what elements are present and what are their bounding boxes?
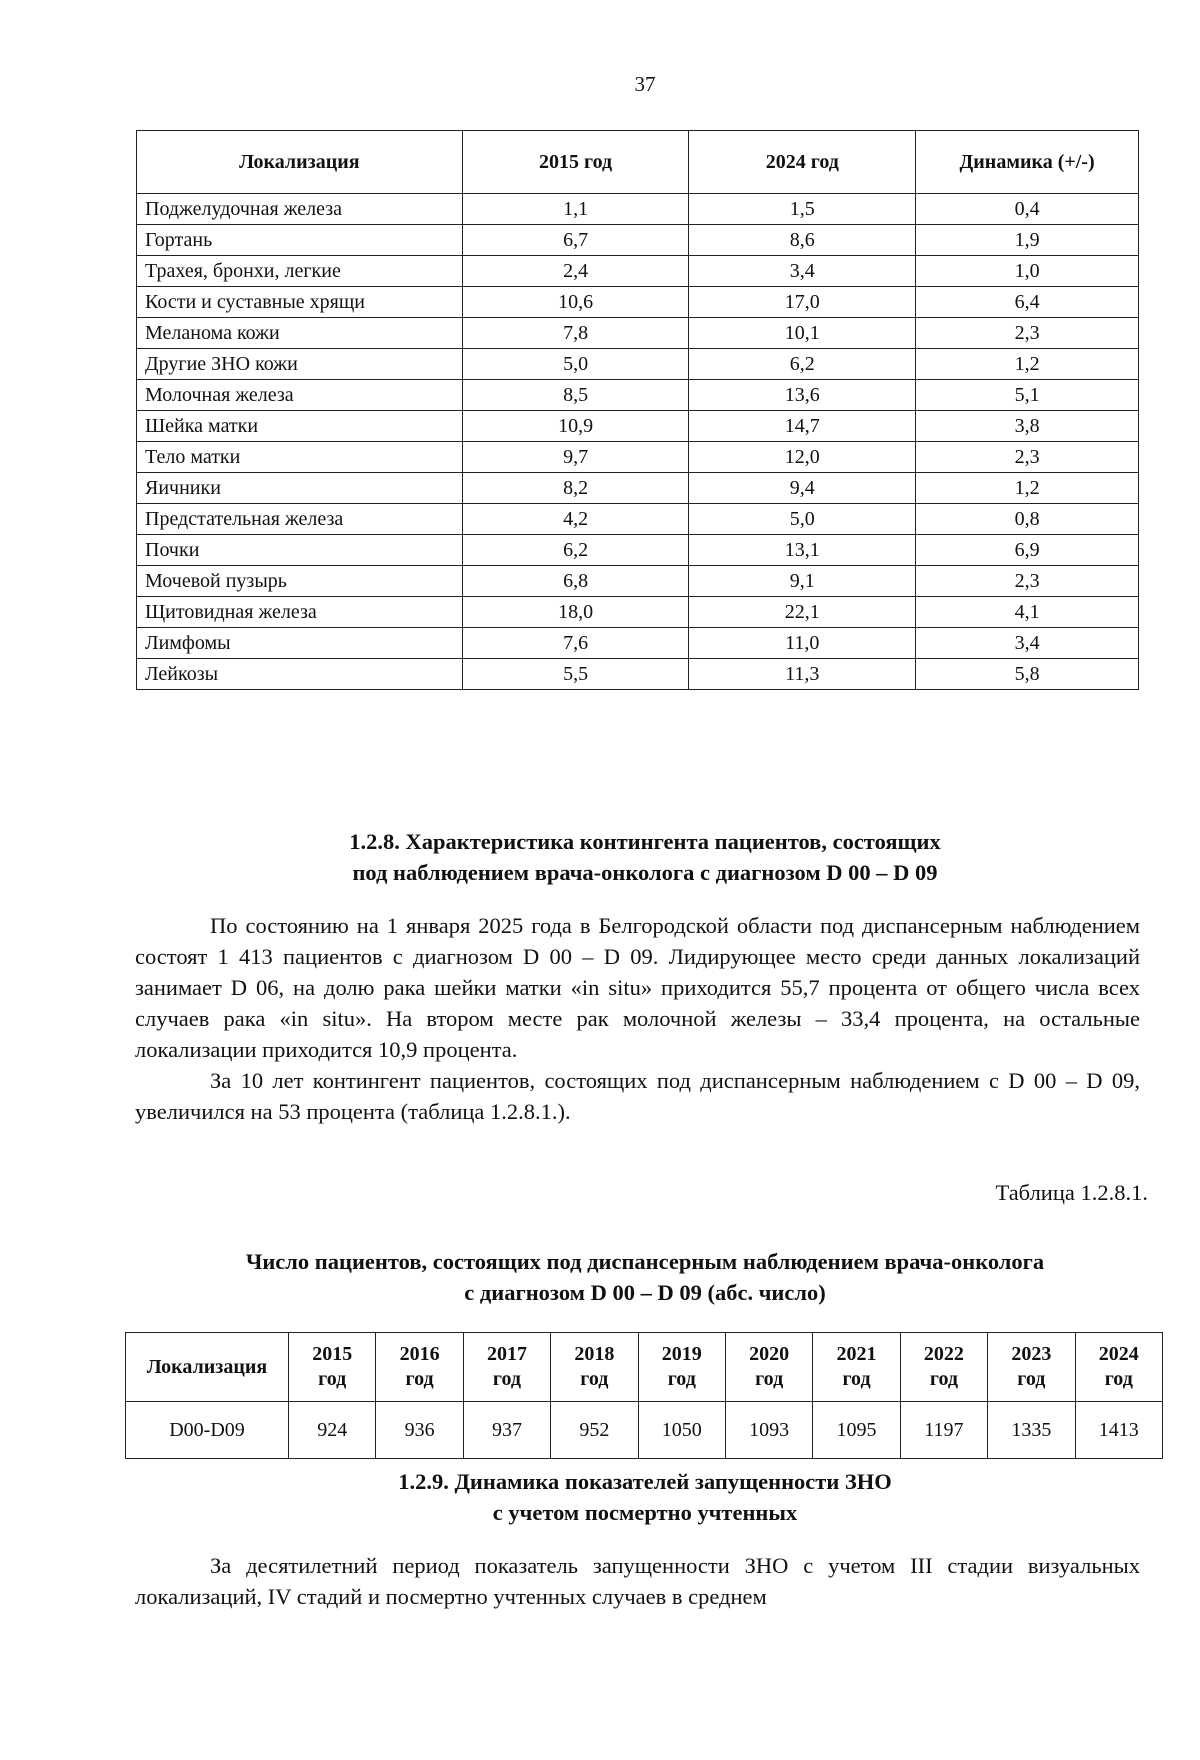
section-129-title-line2: с учетом посмертно учтенных xyxy=(492,1500,798,1525)
cell-localization: Поджелудочная железа xyxy=(137,194,463,225)
paragraph: По состоянию на 1 января 2025 года в Белгородской области под диспансерным наблюдением состоят 1 413 пациентов с диагнозом D 00 – D 09. Лидирующее место среди данных локализаций занимает D 06, на долю рака шейки матки «in situ» приходится 55,7 процента от общего числа всех случаев рака «in situ». На втором месте рак молочной железы – 33,4 процента, на остальные локализации приходится 10,9 процента. xyxy=(135,913,1140,1062)
cell-2024: 12,0 xyxy=(689,442,916,473)
year-unit: год xyxy=(580,1368,609,1390)
cell-dynamics: 1,2 xyxy=(916,349,1139,380)
cell-localization: Трахея, бронхи, легкие xyxy=(137,256,463,287)
cell-dynamics: 2,3 xyxy=(916,442,1139,473)
cell-dynamics: 1,0 xyxy=(916,256,1139,287)
year-unit: год xyxy=(667,1368,696,1390)
cell-2024: 22,1 xyxy=(689,597,916,628)
table-row xyxy=(137,504,1139,535)
cell-localization: Тело матки xyxy=(137,442,463,473)
cell-dynamics: 0,8 xyxy=(916,504,1139,535)
year-unit: год xyxy=(405,1368,434,1390)
section-129-title-line1: 1.2.9. Динамика показателей запущенности ЗНО xyxy=(398,1469,892,1494)
cell-count: 937 xyxy=(463,1402,550,1459)
cell-dynamics: 0,4 xyxy=(916,194,1139,225)
cell-2015: 6,2 xyxy=(462,535,689,566)
cell-2015: 5,5 xyxy=(462,659,689,690)
cell-dynamics: 2,3 xyxy=(916,566,1139,597)
column-header-year xyxy=(289,1333,376,1402)
cell-localization: Меланома кожи xyxy=(137,318,463,349)
section-128-title-line2: под наблюдением врача-онколога с диагнозом D 00 – D 09 xyxy=(352,860,938,885)
cell-2015: 8,2 xyxy=(462,473,689,504)
year-label: 2021 xyxy=(836,1343,877,1365)
cell-dynamics: 1,9 xyxy=(916,225,1139,256)
cell-2015: 9,7 xyxy=(462,442,689,473)
cell-2015: 7,6 xyxy=(462,628,689,659)
column-header-2024: 2024 год xyxy=(689,131,916,194)
column-header-year xyxy=(376,1333,463,1402)
table-row xyxy=(137,256,1139,287)
row-label: D00-D09 xyxy=(126,1402,289,1459)
cell-2024: 13,6 xyxy=(689,380,916,411)
cell-2015: 6,8 xyxy=(462,566,689,597)
cell-dynamics: 5,1 xyxy=(916,380,1139,411)
year-label: 2018 xyxy=(574,1343,615,1365)
section-128-body xyxy=(135,910,1140,1127)
cell-2024: 9,1 xyxy=(689,566,916,597)
year-unit: год xyxy=(1017,1368,1046,1390)
year-label: 2019 xyxy=(661,1343,702,1365)
cell-localization: Кости и суставные хрящи xyxy=(137,287,463,318)
cell-2015: 7,8 xyxy=(462,318,689,349)
cell-2015: 10,9 xyxy=(462,411,689,442)
table2-title-line2: с диагнозом D 00 – D 09 (абс. число) xyxy=(464,1280,826,1305)
table-row xyxy=(137,628,1139,659)
cell-localization: Мочевой пузырь xyxy=(137,566,463,597)
column-header-year xyxy=(551,1333,638,1402)
year-unit: год xyxy=(842,1368,871,1390)
column-header-year xyxy=(813,1333,900,1402)
patients-by-year-table xyxy=(125,1332,1163,1459)
table-row xyxy=(137,225,1139,256)
column-header-year xyxy=(463,1333,550,1402)
cell-count: 1050 xyxy=(638,1402,725,1459)
column-header-2015: 2015 год xyxy=(462,131,689,194)
cell-count: 936 xyxy=(376,1402,463,1459)
cell-2024: 9,4 xyxy=(689,473,916,504)
cell-2015: 1,1 xyxy=(462,194,689,225)
cell-count: 1095 xyxy=(813,1402,900,1459)
year-label: 2017 xyxy=(486,1343,527,1365)
section-129-title xyxy=(0,1466,1200,1528)
cell-dynamics: 3,8 xyxy=(916,411,1139,442)
table-row xyxy=(137,411,1139,442)
cell-dynamics: 4,1 xyxy=(916,597,1139,628)
cell-dynamics: 5,8 xyxy=(916,659,1139,690)
paragraph: За десятилетний период показатель запущенности ЗНО с учетом III стадии визуальных локализаций, IV стадий и посмертно учтенных случаев в среднем xyxy=(135,1553,1140,1609)
cell-dynamics: 1,2 xyxy=(916,473,1139,504)
cell-localization: Предстательная железа xyxy=(137,504,463,535)
cell-2015: 18,0 xyxy=(462,597,689,628)
cell-2024: 14,7 xyxy=(689,411,916,442)
cell-2024: 10,1 xyxy=(689,318,916,349)
table-row xyxy=(137,318,1139,349)
cell-2024: 11,3 xyxy=(689,659,916,690)
cell-dynamics: 3,4 xyxy=(916,628,1139,659)
year-unit: год xyxy=(492,1368,522,1390)
cell-2015: 6,7 xyxy=(462,225,689,256)
cell-localization: Молочная железа xyxy=(137,380,463,411)
table-row xyxy=(137,287,1139,318)
cell-count: 952 xyxy=(551,1402,638,1459)
cell-2024: 11,0 xyxy=(689,628,916,659)
cell-count: 924 xyxy=(289,1402,376,1459)
cell-dynamics: 6,9 xyxy=(916,535,1139,566)
column-header-year xyxy=(638,1333,725,1402)
year-label: 2023 xyxy=(1011,1343,1052,1365)
table2-title-line1: Число пациентов, состоящих под диспансерным наблюдением врача-онколога xyxy=(245,1249,1045,1274)
cell-localization: Щитовидная железа xyxy=(137,597,463,628)
page-number: 37 xyxy=(634,72,656,96)
year-label: 2015 xyxy=(312,1343,353,1365)
column-header-localization: Локализация xyxy=(126,1333,289,1402)
year-unit: год xyxy=(755,1368,784,1390)
cell-count: 1093 xyxy=(725,1402,812,1459)
cell-localization: Шейка матки xyxy=(137,411,463,442)
cell-2024: 5,0 xyxy=(689,504,916,535)
section-128-title xyxy=(0,826,1200,888)
table-caption: Таблица 1.2.8.1. xyxy=(995,1180,1148,1205)
table-row xyxy=(137,473,1139,504)
cell-2015: 8,5 xyxy=(462,380,689,411)
column-header-localization: Локализация xyxy=(137,131,463,194)
column-header-year xyxy=(725,1333,812,1402)
year-label: 2022 xyxy=(923,1343,964,1365)
cell-2024: 13,1 xyxy=(689,535,916,566)
year-unit: год xyxy=(318,1368,347,1390)
cell-2015: 5,0 xyxy=(462,349,689,380)
cell-2015: 10,6 xyxy=(462,287,689,318)
year-label: 2020 xyxy=(749,1343,790,1365)
year-unit: год xyxy=(1104,1368,1133,1390)
cell-localization: Почки xyxy=(137,535,463,566)
year-unit: год xyxy=(929,1368,958,1390)
cell-2015: 2,4 xyxy=(462,256,689,287)
column-header-year xyxy=(988,1333,1075,1402)
table-header-row xyxy=(137,131,1139,194)
table-row xyxy=(137,566,1139,597)
cell-count: 1413 xyxy=(1075,1402,1162,1459)
table-row xyxy=(137,442,1139,473)
cell-2024: 3,4 xyxy=(689,256,916,287)
table-row xyxy=(137,659,1139,690)
table-row xyxy=(137,194,1139,225)
table-row xyxy=(137,535,1139,566)
incidence-table xyxy=(136,130,1139,690)
cell-2015: 4,2 xyxy=(462,504,689,535)
cell-2024: 8,6 xyxy=(689,225,916,256)
column-header-dynamics: Динамика (+/-) xyxy=(916,131,1139,194)
section-129-body xyxy=(135,1550,1140,1612)
table-row xyxy=(137,597,1139,628)
table-row xyxy=(137,349,1139,380)
cell-localization: Лейкозы xyxy=(137,659,463,690)
year-label: 2024 xyxy=(1098,1343,1139,1365)
cell-2024: 1,5 xyxy=(689,194,916,225)
cell-dynamics: 2,3 xyxy=(916,318,1139,349)
section-128-title-line1: 1.2.8. Характеристика контингента пациентов, состоящих xyxy=(349,829,941,854)
cell-localization: Яичники xyxy=(137,473,463,504)
cell-localization: Гортань xyxy=(137,225,463,256)
table-row xyxy=(126,1402,1163,1459)
table2-title xyxy=(0,1246,1200,1308)
year-label: 2016 xyxy=(399,1343,440,1365)
paragraph: За 10 лет контингент пациентов, состоящих под диспансерным наблюдением с D 00 – D 09, увеличился на 53 процента (таблица 1.2.8.1.). xyxy=(135,1068,1140,1124)
cell-2024: 17,0 xyxy=(689,287,916,318)
cell-2024: 6,2 xyxy=(689,349,916,380)
cell-localization: Лимфомы xyxy=(137,628,463,659)
column-header-year xyxy=(1075,1333,1162,1402)
column-header-year xyxy=(900,1333,987,1402)
cell-count: 1197 xyxy=(900,1402,987,1459)
cell-count: 1335 xyxy=(988,1402,1075,1459)
table-header-row xyxy=(126,1333,1163,1402)
cell-localization: Другие ЗНО кожи xyxy=(137,349,463,380)
table-row xyxy=(137,380,1139,411)
cell-dynamics: 6,4 xyxy=(916,287,1139,318)
